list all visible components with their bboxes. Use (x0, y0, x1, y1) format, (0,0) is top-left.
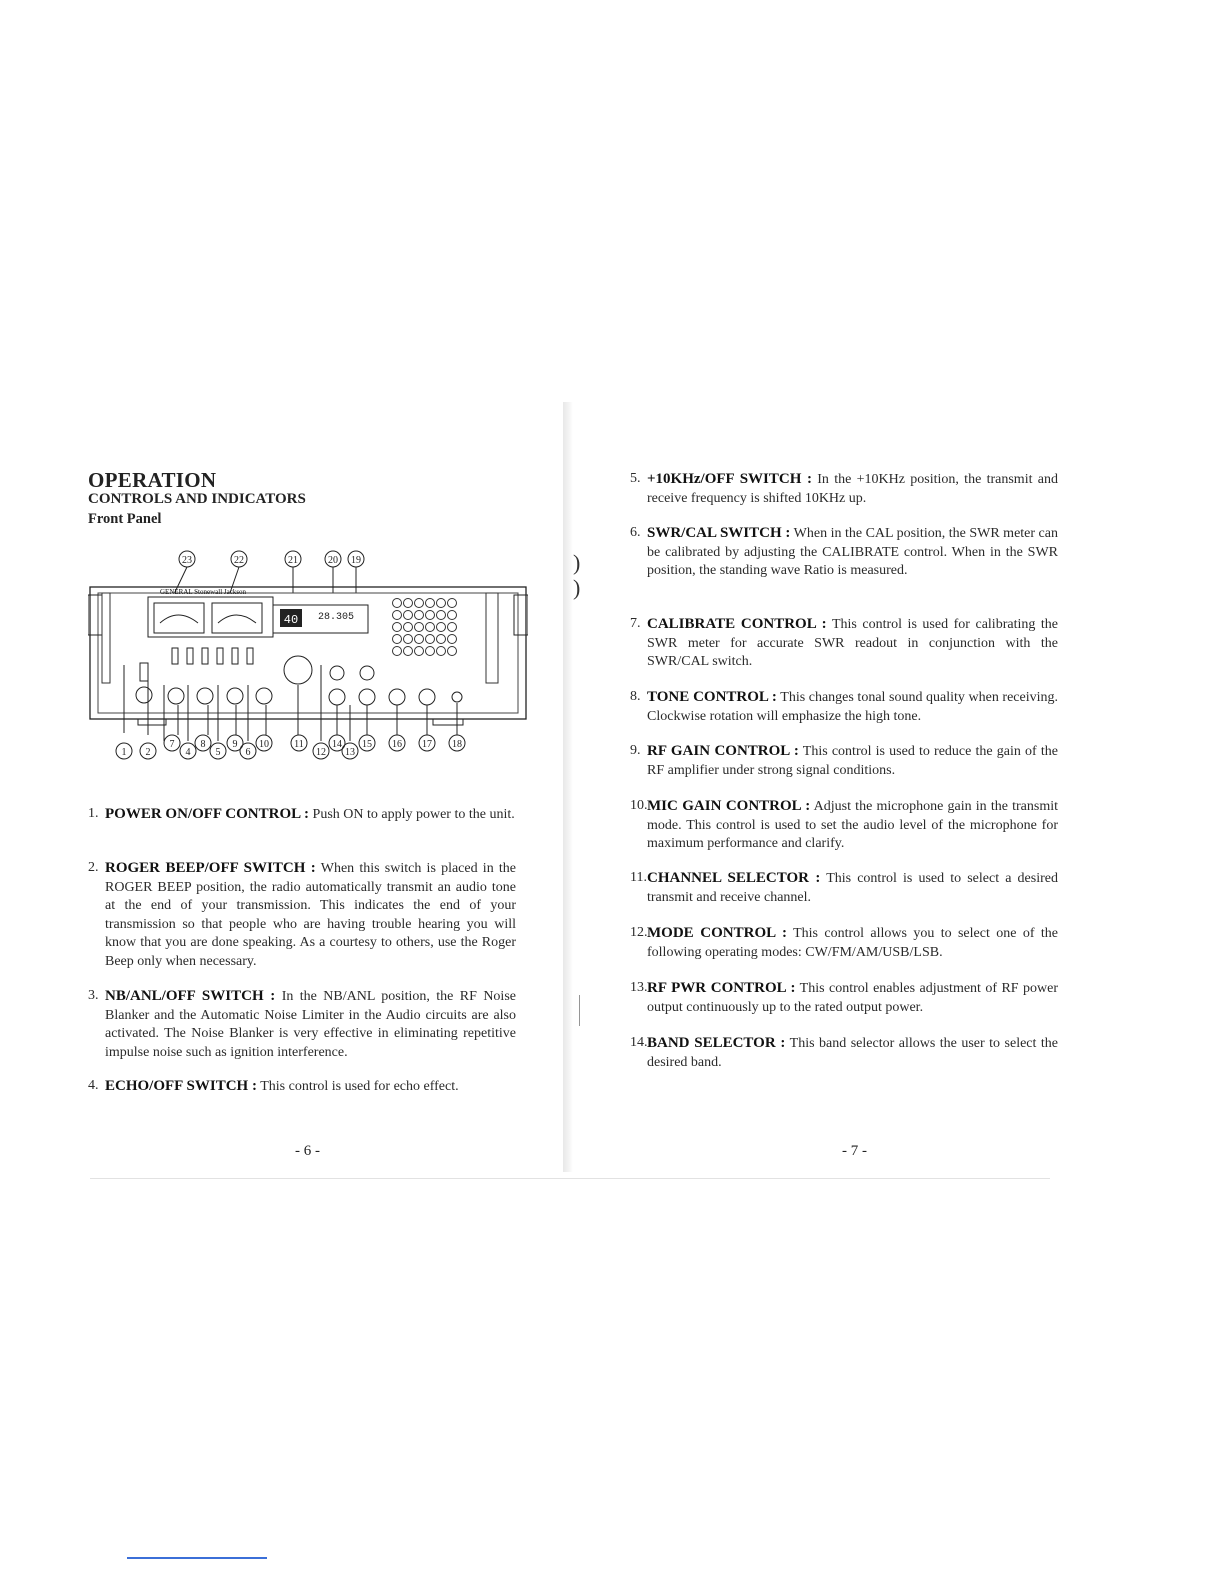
panel-brand: GENERAL Stonewall Jackson (160, 588, 247, 596)
control-item (88, 859, 516, 971)
callout-label: 1 (121, 747, 127, 758)
item-text: This band selector allows the user to select the desired band. (647, 1036, 1059, 1070)
binding-mark: ) (573, 575, 581, 600)
item-text: This changes tonal sound quality when receiving. Clockwise rotation will emphasize the high tone. (647, 690, 1059, 724)
item-text: This control allows you to select one of the following operating modes: CW/FM/AM/USB/LSB. (647, 926, 1058, 960)
item-label: CALIBRATE CONTROL : (647, 616, 827, 632)
callout-label: 6 (245, 747, 251, 758)
item-label: ROGER BEEP/OFF SWITCH : (105, 860, 316, 876)
item-number: 1. (88, 806, 99, 821)
item-number: 4. (88, 1078, 99, 1093)
control-item (630, 797, 1058, 854)
control-item (88, 1077, 516, 1097)
callout-label: 18 (452, 739, 462, 750)
scan-mark-line (127, 1557, 267, 1559)
item-text: When this switch is placed in the ROGER BEEP position, the radio automatically transmit an audio tone at the end of your transmission. This indicates the end of your transmission so that people who are having trouble hearing you will know that you are done speaking. As a courtesy to others, use the Roger Beep only when necessary. (105, 861, 516, 969)
callout-label: 7 (169, 739, 175, 750)
subsection-heading: Front Panel (88, 511, 162, 527)
page-bottom-edge (90, 1178, 1050, 1179)
page-number: - 7 - (842, 1143, 867, 1159)
item-number: 2. (88, 860, 99, 875)
item-text: Push ON to apply power to the unit. (309, 807, 515, 822)
item-label: +10KHz/OFF SWITCH : (647, 471, 812, 487)
callout-label: 19 (351, 555, 361, 566)
item-number: 10. (630, 798, 648, 813)
item-text: When in the CAL position, the SWR meter can be calibrated by adjusting the CALIBRATE control. When in the SWR position, the standing wave Ratio is measured. (647, 526, 1058, 578)
item-label: ECHO/OFF SWITCH : (105, 1078, 257, 1094)
control-item (88, 805, 516, 825)
item-text: This control is used to select a desired transmit and receive channel. (647, 871, 1058, 905)
callout-label: 12 (316, 747, 326, 758)
front-panel-diagram (88, 545, 528, 760)
item-number: 7. (630, 616, 641, 631)
callout-label: 2 (145, 747, 151, 758)
item-label: TONE CONTROL : (647, 689, 777, 705)
control-item (88, 987, 516, 1062)
item-number: 5. (630, 471, 641, 486)
callout-label: 15 (362, 739, 372, 750)
callout-label: 14 (332, 739, 342, 750)
page-gutter (563, 402, 573, 1172)
item-label: MIC GAIN CONTROL : (647, 798, 811, 814)
callout-label: 8 (200, 739, 206, 750)
item-label: MODE CONTROL : (647, 925, 787, 941)
item-number: 12. (630, 925, 648, 940)
callout-label: 23 (182, 555, 192, 566)
callout-label: 21 (288, 555, 298, 566)
section-heading: CONTROLS AND INDICATORS (88, 491, 306, 507)
callout-label: 17 (422, 739, 432, 750)
item-text: This control is used to reduce the gain of the RF amplifier under strong signal conditions. (647, 744, 1058, 778)
item-label: SWR/CAL SWITCH : (647, 525, 791, 541)
callout-label: 22 (234, 555, 244, 566)
callout-label: 16 (392, 739, 402, 750)
control-item (630, 524, 1058, 581)
item-number: 9. (630, 743, 641, 758)
frequency-display: 28.305 (317, 612, 355, 623)
item-text: This control is used for calibrating the SWR meter for accurate SWR readout in conjunction with the SWR/CAL switch. (647, 617, 1058, 669)
item-number: 6. (630, 525, 641, 540)
control-item (630, 688, 1058, 726)
item-text: This control is used for echo effect. (256, 1079, 459, 1094)
item-label: NB/ANL/OFF SWITCH : (105, 988, 276, 1004)
callout-label: 13 (345, 747, 355, 758)
item-label: BAND SELECTOR : (647, 1035, 786, 1051)
callout-label: 5 (215, 747, 221, 758)
item-text: In the +10KHz position, the transmit and receive frequency is shifted 10KHz up. (647, 472, 1058, 506)
item-text: This control enables adjustment of RF power output continuously up to the rated output power. (647, 981, 1058, 1015)
item-number: 3. (88, 988, 99, 1003)
control-item (630, 742, 1058, 780)
callout-label: 11 (294, 739, 304, 750)
control-item (630, 979, 1058, 1017)
item-label: POWER ON/OFF CONTROL : (105, 806, 310, 822)
callout-label: 9 (232, 739, 238, 750)
item-text: Adjust the microphone gain in the transmit mode. This control is used to set the audio level of the microphone for maximum performance and clarify. (647, 799, 1058, 851)
item-number: 14. (630, 1035, 648, 1050)
page-number: - 6 - (295, 1143, 320, 1159)
control-item (630, 924, 1058, 962)
binding-mark: ) (573, 550, 581, 575)
item-text: In the NB/ANL position, the RF Noise Blanker and the Automatic Noise Limiter in the Audio circuits are also activated. The Noise Blanker is very effective in eliminating repetitive impulse noise such as ignition interference. (105, 989, 516, 1060)
item-label: RF PWR CONTROL : (647, 980, 796, 996)
page-title: OPERATION (88, 468, 217, 492)
callout-label: 10 (259, 739, 269, 750)
channel-display: 40 (283, 613, 299, 627)
control-item (630, 869, 1058, 907)
callout-label: 4 (185, 747, 191, 758)
callout-label: 20 (328, 555, 338, 566)
item-label: RF GAIN CONTROL : (647, 743, 799, 759)
control-item (630, 615, 1058, 672)
item-number: 8. (630, 689, 641, 704)
item-number: 11. (630, 870, 647, 885)
item-number: 13. (630, 980, 648, 995)
binding-mark: | (578, 990, 581, 1027)
control-item (630, 470, 1058, 508)
control-item (630, 1034, 1058, 1072)
item-label: CHANNEL SELECTOR : (647, 870, 821, 886)
